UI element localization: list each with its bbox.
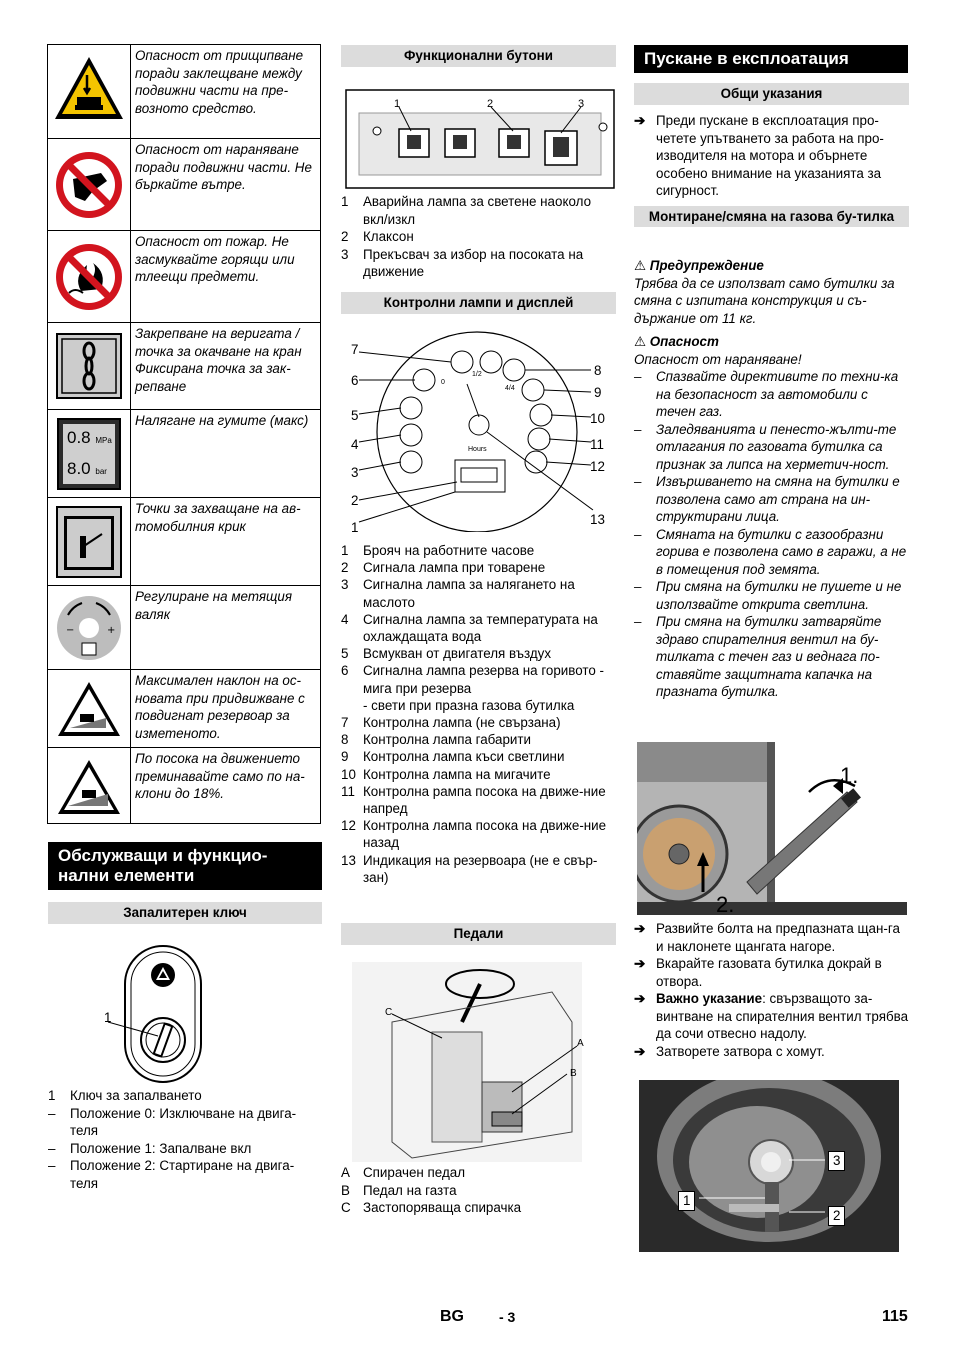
footer-page-number: 115 (882, 1308, 908, 1325)
lamp-callout: 9 (594, 385, 602, 400)
gauge-label: 0 (441, 379, 445, 386)
list-item: 2 Сигнала лампа при товарене (341, 560, 546, 576)
warning-block: ⚠ Предупреждение Трябва да се използват само бутилки за смяна с изпитана конструкция и съ-държание от 11 кг. (634, 258, 895, 326)
pedals-diagram (352, 962, 582, 1162)
symbol-cell (48, 45, 131, 139)
function-buttons-heading: Функционални бутони (341, 45, 616, 67)
no-fire-icon (53, 241, 125, 313)
hours-label: Hours (468, 446, 487, 453)
pressure-mpa-value: 0.8 (67, 428, 91, 447)
ignition-heading: Запалитерен ключ (48, 902, 322, 924)
list-item: – Заледяванията и пенесто-жълти-те отлагания по газовата бутилка са признак за липса на херметич-ност. (634, 421, 897, 472)
list-item: 3 Прекъсвач за избор на посоката на движение (341, 246, 584, 279)
gauge-label: 1/2 (472, 371, 482, 378)
danger-icon: ⚠ (634, 334, 647, 349)
lamp-callout: 10 (590, 411, 605, 426)
lamp-callout: 8 (594, 363, 602, 378)
lamp-callout: 13 (590, 512, 605, 527)
list-item: ➔ Важно указание: свързващото за-винтване на спирателния вентил трябва да сочи отвесно надолу. (634, 990, 909, 1043)
list-item: A Спирачен педал (341, 1165, 466, 1180)
pressure-bar-unit: bar (95, 467, 107, 476)
lamp-callout: 3 (351, 465, 359, 480)
pressure-bar-value: 8.0 (67, 459, 91, 478)
pedal-callout: A (577, 1038, 584, 1049)
list-item: 13 Индикация на резервоара (не е свър-зан) (341, 852, 598, 885)
svg-text:−: − (66, 625, 75, 636)
list-item: C Застопоряваща спирачка (341, 1200, 522, 1215)
list-item: 3 Сигнална лампа за налягането на маслото (341, 577, 575, 610)
warning-icon: ⚠ (634, 258, 647, 273)
list-item: – Положение 1: Запалване вкл (48, 1140, 252, 1156)
list-item: – Спазвайте директивите по техни-ка на безопасност за автомобили с течен газ. (634, 369, 899, 419)
function-buttons-diagram (345, 89, 615, 189)
jack-point-icon (56, 506, 122, 578)
list-item: – Положение 0: Изключване на двига-теля (48, 1105, 297, 1138)
list-item: ➔ Развийте болта на предпазната щан-га и наклонете щангата нагоре. (634, 920, 909, 955)
tyre-pressure-icon (57, 418, 121, 490)
list-item: 7 Контролна лампа (не свързана) (341, 715, 561, 731)
lamp-callout: 7 (351, 342, 359, 357)
pedal-callout: B (570, 1068, 577, 1079)
danger-block: ⚠ Опасност Опасност от нараняване! – Спазвайте директивите по техни-ка на безопасност за автомобили с течен газ. – Заледяванията и пенесто-жълти-те отлагания по газовата бутилка са признак за липса на херметич-ност. – Извършването на смяна на бутилки е позволена само ат страна на ин-структирани лица. – Смяната на бутилки с газообразни горива е позволена само в гаражи, а не в помещения под земята. – При смяна на бутилки не пушете и не използвайте открита светлина. – При смяна на бутилки затваряйте здраво спирателния вентил на бу-тилката с течен газ и веднага по-ставяйте защитната капачка на празната бутилка. (634, 333, 909, 701)
photo1-callout: 1. (840, 763, 859, 788)
func-callout: 3 (578, 98, 585, 110)
footer-language: BG (440, 1308, 464, 1325)
list-item: 1 Ключ за запалването (48, 1088, 202, 1103)
symbol-text: Налягане на гумите (макс) (131, 410, 321, 498)
list-item: 10 Контролна лампа на мигачите (341, 766, 551, 782)
gas-bottle-photo (637, 742, 907, 915)
lamp-callout: 6 (351, 373, 359, 388)
list-item: 2 Клаксон (341, 229, 414, 244)
tilt-warning-icon (56, 680, 122, 738)
valve-photo (639, 1080, 899, 1252)
section-title-controls: Обслужващи и функцио-нални елементи (48, 842, 322, 890)
general-text: ➔ Преди пускане в експлоатация про-четете упътването за работа на про-изводителя на мотора и обърнете особено внимание на указанията за сигурност. (634, 112, 909, 200)
func-callout: 2 (487, 98, 494, 110)
footer-section-page: - 3 (499, 1309, 516, 1325)
list-item: – Положение 2: Стартиране на двига-теля (48, 1158, 295, 1191)
hand-crush-warning-icon (53, 53, 125, 125)
dashboard-diagram (341, 322, 621, 532)
photo2-callout: 3 (828, 1151, 845, 1171)
photo2-callout: 1 (678, 1191, 695, 1211)
no-reach-in-icon (53, 149, 125, 221)
list-item: – Извършването на смяна на бутилки е позволена само ат страна на ин-структирани лица. (634, 474, 900, 524)
chain-hook-icon (56, 333, 122, 399)
symbol-text: По посока на движението преминавайте само по на-клони до 18%. (131, 748, 321, 824)
ignition-key-diagram (98, 940, 208, 1090)
symbol-text: Опасност от нараняване поради подвижни части. Не бъркайте вътре. (131, 139, 321, 231)
pressure-mpa-unit: MPa (95, 436, 112, 445)
lamp-callout: 5 (351, 408, 359, 423)
pedals-heading: Педали (341, 923, 616, 945)
photo1-callout: 2. (716, 892, 735, 917)
photo2-callout: 2 (828, 1206, 845, 1226)
list-item: B Педал на газта (341, 1182, 457, 1198)
safety-symbol-table (47, 44, 321, 824)
slope-warning-icon (56, 758, 122, 816)
lamp-callout: 2 (351, 493, 359, 508)
list-item: – При смяна на бутилки затваряйте здраво спирателния вентил на бу-тилката с течен газ и веднага по-ставяйте защитната капачка на празната бутилка. (634, 614, 882, 699)
lamp-callout: 1 (351, 520, 359, 535)
list-item: 5 Всмукван от двигателя въздух (341, 646, 552, 662)
broom-adjust-icon (54, 593, 124, 663)
list-item: 11 Контролна рампа посока на движе-ние напред (341, 783, 606, 817)
symbol-text: Регулиране на метящия валяк (131, 586, 321, 670)
list-item: 6 Сигнална лампа резерва на горивото - мига при резерва (341, 663, 605, 696)
gauge-label: 4/4 (505, 385, 515, 392)
list-item: – Смяната на бутилки с газообразни горива е позволена само в гаражи, а не в помещения под земята. (634, 526, 907, 577)
function-list (341, 193, 619, 281)
step-list (634, 920, 909, 1060)
pedal-callout: C (385, 1007, 393, 1018)
gas-bottle-heading: Монтиране/смяна на газова бу-тилка (634, 206, 909, 227)
symbol-text: Максимален наклон на ос-новата при придвижване с повдигнат резервоар за изметеното. (131, 670, 321, 748)
list-item: 8 Контролна лампа габарити (341, 732, 532, 748)
lamp-callout: 4 (351, 437, 359, 452)
list-item: ➔ Вкарайте газовата бутилка докрай в отвора. (634, 955, 909, 990)
svg-text:+: + (107, 625, 116, 636)
list-item: 4 Сигнална лампа за температурата на охлаждащата вода (341, 611, 598, 645)
symbol-text: Точки за захващане на ав-томобилния крик (131, 498, 321, 586)
lamp-callout: 11 (590, 437, 604, 452)
list-item: 1 Аварийна лампа за светене наоколо вкл/изкл (341, 194, 592, 227)
lamps-heading: Контролни лампи и дисплей (341, 292, 616, 314)
ignition-callout: 1 (104, 1010, 112, 1025)
list-item: - свети при празна газова бутилка (363, 697, 575, 713)
general-heading: Общи указания (634, 83, 909, 105)
lamp-list (341, 542, 619, 886)
func-callout: 1 (394, 98, 401, 110)
list-item: 12 Контролна лампа посока на движе-ние назад (341, 818, 607, 851)
section-title-commissioning: Пускане в експлоатация (634, 45, 908, 73)
list-item: 9 Контролна лампа къси светлини (341, 749, 565, 765)
list-item: ➔ Затворете затвора с хомут. (634, 1043, 909, 1061)
symbol-text: Опасност от прищипване поради заклещване между подвижни части на пре-возното средство. (131, 45, 321, 139)
lamp-callout: 12 (590, 459, 605, 474)
symbol-text: Закрепване на веригата / точка за окачване на кран Фиксирана точка за зак-репване (131, 323, 321, 410)
ignition-list (48, 1087, 322, 1192)
pedal-list (341, 1164, 619, 1217)
list-item: – При смяна на бутилки не пушете и не използвайте открита светлина. (634, 579, 902, 612)
symbol-text: Опасност от пожар. Не засмуквайте горящи или тлеещи предмети. (131, 231, 321, 323)
list-item: 1 Брояч на работните часове (341, 543, 535, 558)
